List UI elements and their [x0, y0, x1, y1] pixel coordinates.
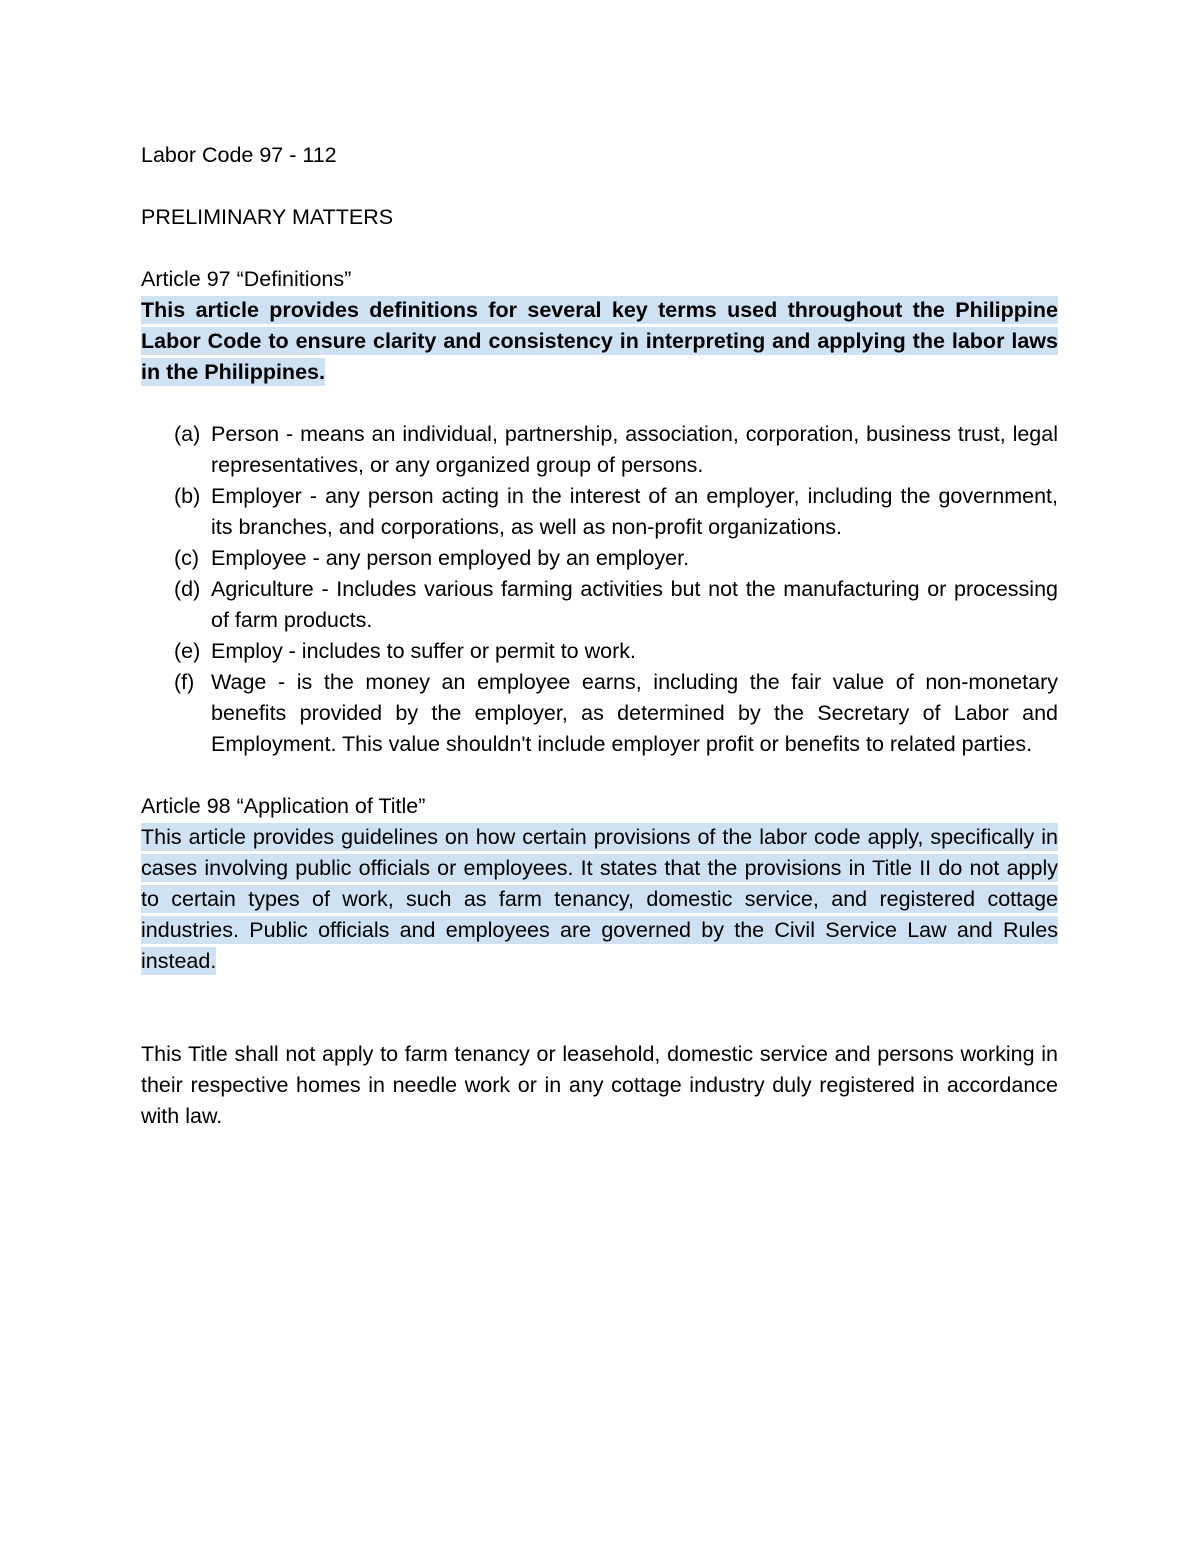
document-title: Labor Code 97 - 112 [141, 143, 337, 167]
definitions-list [141, 419, 1058, 760]
list-marker: (e) [174, 639, 201, 663]
list-marker: (a) [174, 422, 201, 446]
list-marker: (b) [174, 484, 201, 508]
article-98-summary-paragraph [141, 822, 1058, 977]
definition-text: Person - means an individual, partnership, association, corporation, business trust, legal representatives, or any organized group of persons. [211, 422, 1058, 477]
definition-text: Employ - includes to suffer or permit to work. [211, 639, 636, 663]
article-98-heading: Article 98 “Application of Title” [141, 794, 426, 818]
definition-text: Employee - any person employed by an employer. [211, 546, 690, 570]
list-item [141, 419, 1058, 481]
article-98-summary: This article provides guidelines on how certain provisions of the labor code apply, specifically in cases involving public officials or employees. It states that the provisions in Title II do not apply to certain types of work, such as farm tenancy, domestic service, and registered cottage industries. Public officials and employees are governed by the Civil Service Law and Rules instead. [141, 825, 1058, 973]
article-97-summary: This article provides definitions for several key terms used throughout the Philippine Labor Code to ensure clarity and consistency in interpreting and applying the labor laws in the Philippines. [141, 298, 1058, 384]
article-98-provision: This Title shall not apply to farm tenancy or leasehold, domestic service and persons working in their respective homes in needle work or in any cottage industry duly registered in accordance with law. [141, 1042, 1058, 1128]
spacer [141, 760, 1058, 791]
list-item [141, 481, 1058, 543]
list-item [141, 636, 1058, 667]
article-97-heading: Article 97 “Definitions” [141, 267, 352, 291]
list-marker: (f) [174, 670, 195, 694]
section-heading: PRELIMINARY MATTERS [141, 205, 394, 229]
list-item [141, 667, 1058, 760]
list-item [141, 543, 1058, 574]
list-item [141, 574, 1058, 636]
article-97-summary-paragraph [141, 295, 1058, 388]
spacer [141, 171, 1058, 202]
definition-text: Wage - is the money an employee earns, including the fair value of non-monetary benefits provided by the employer, as determined by the Secretary of Labor and Employment. This value shouldn't include employer profit or benefits to related parties. [211, 670, 1058, 756]
list-marker: (d) [174, 577, 201, 601]
document-page [141, 140, 1058, 1132]
spacer [141, 977, 1058, 1039]
list-marker: (c) [174, 546, 200, 570]
spacer [141, 388, 1058, 419]
definition-text: Employer - any person acting in the interest of an employer, including the government, its branches, and corporations, as well as non-profit organizations. [211, 484, 1058, 539]
spacer [141, 233, 1058, 264]
definition-text: Agriculture - Includes various farming activities but not the manufacturing or processing of farm products. [211, 577, 1058, 632]
